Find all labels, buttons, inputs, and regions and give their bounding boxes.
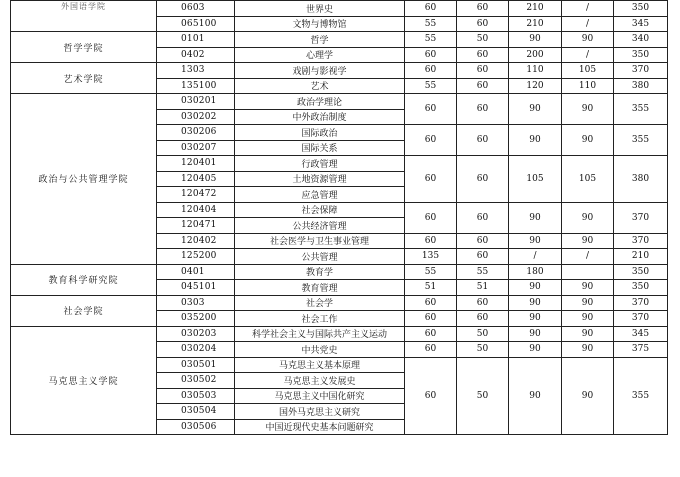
score-total: 370 [614, 311, 668, 327]
score-total: 345 [614, 16, 668, 32]
score-politics: 51 [405, 280, 457, 296]
score-total: 355 [614, 357, 668, 435]
major-code: 120471 [157, 218, 235, 234]
score-foreign: 60 [457, 1, 509, 17]
major-code: 0401 [157, 264, 235, 280]
table-row [11, 94, 668, 110]
major-code: 1303 [157, 63, 235, 79]
score-politics: 60 [405, 357, 457, 435]
score-subject1: 210 [509, 16, 562, 32]
major-code: 120404 [157, 202, 235, 218]
score-total: 350 [614, 1, 668, 17]
score-subject1: 90 [509, 202, 562, 233]
score-foreign: 50 [457, 326, 509, 342]
major-name: 行政管理 [235, 156, 405, 172]
score-politics: 60 [405, 63, 457, 79]
major-name: 公共经济管理 [235, 218, 405, 234]
major-code: 0603 [157, 1, 235, 17]
score-politics: 60 [405, 156, 457, 203]
major-code: 120402 [157, 233, 235, 249]
score-foreign: 60 [457, 63, 509, 79]
score-foreign: 60 [457, 295, 509, 311]
score-subject1: 90 [509, 326, 562, 342]
major-name: 科学社会主义与国际共产主义运动 [235, 326, 405, 342]
score-subject2: / [562, 16, 614, 32]
major-name: 社会学 [235, 295, 405, 311]
score-subject2: 90 [562, 357, 614, 435]
major-name: 中共党史 [235, 342, 405, 358]
major-name: 心理学 [235, 47, 405, 63]
score-total: 380 [614, 156, 668, 203]
score-subject2: 90 [562, 125, 614, 156]
major-name: 世界史 [235, 1, 405, 17]
score-subject1: 110 [509, 63, 562, 79]
major-name: 国外马克思主义研究 [235, 404, 405, 420]
score-subject2: 105 [562, 156, 614, 203]
table-row [11, 63, 668, 79]
score-foreign: 60 [457, 249, 509, 265]
major-name: 文物与博物馆 [235, 16, 405, 32]
score-foreign: 50 [457, 357, 509, 435]
major-name: 政治学理论 [235, 94, 405, 110]
score-total: 210 [614, 249, 668, 265]
score-foreign: 60 [457, 16, 509, 32]
score-subject1: 210 [509, 1, 562, 17]
score-subject1: 90 [509, 280, 562, 296]
major-code: 035200 [157, 311, 235, 327]
major-name: 社会医学与卫生事业管理 [235, 233, 405, 249]
score-subject1: 180 [509, 264, 562, 280]
table-row [11, 1, 668, 17]
major-code: 065100 [157, 16, 235, 32]
score-subject2: 90 [562, 202, 614, 233]
score-politics: 60 [405, 233, 457, 249]
score-foreign: 51 [457, 280, 509, 296]
score-subject2: / [562, 249, 614, 265]
major-code: 030202 [157, 109, 235, 125]
score-subject1: 90 [509, 342, 562, 358]
score-politics: 60 [405, 295, 457, 311]
college-cell: 社会学院 [11, 295, 157, 326]
major-code: 0101 [157, 32, 235, 48]
score-subject2: 90 [562, 342, 614, 358]
score-foreign: 60 [457, 94, 509, 125]
college-cell: 艺术学院 [11, 63, 157, 94]
college-cell: 哲学学院 [11, 32, 157, 63]
major-code: 135100 [157, 78, 235, 94]
major-code: 120401 [157, 156, 235, 172]
score-politics: 60 [405, 311, 457, 327]
score-subject2: 90 [562, 311, 614, 327]
table-row [11, 326, 668, 342]
score-foreign: 60 [457, 47, 509, 63]
score-subject1: 90 [509, 233, 562, 249]
score-subject1: 200 [509, 47, 562, 63]
score-politics: 60 [405, 125, 457, 156]
table-row [11, 295, 668, 311]
score-total: 350 [614, 280, 668, 296]
table-row [11, 264, 668, 280]
score-subject1: 105 [509, 156, 562, 203]
score-subject1: / [509, 249, 562, 265]
score-foreign: 60 [457, 156, 509, 203]
major-code: 030203 [157, 326, 235, 342]
score-total: 370 [614, 63, 668, 79]
major-name: 戏剧与影视学 [235, 63, 405, 79]
score-total: 340 [614, 32, 668, 48]
score-politics: 55 [405, 78, 457, 94]
score-politics: 55 [405, 264, 457, 280]
major-code: 0402 [157, 47, 235, 63]
major-name: 土地资源管理 [235, 171, 405, 187]
score-foreign: 50 [457, 342, 509, 358]
score-total: 380 [614, 78, 668, 94]
score-subject2: 90 [562, 32, 614, 48]
major-name: 马克思主义基本原理 [235, 357, 405, 373]
score-politics: 60 [405, 202, 457, 233]
score-politics: 55 [405, 32, 457, 48]
score-subject1: 90 [509, 125, 562, 156]
major-name: 中外政治制度 [235, 109, 405, 125]
score-table [10, 0, 668, 435]
major-code: 0303 [157, 295, 235, 311]
score-politics: 60 [405, 1, 457, 17]
score-subject2: / [562, 1, 614, 17]
major-name: 国际关系 [235, 140, 405, 156]
score-foreign: 60 [457, 78, 509, 94]
score-total: 370 [614, 295, 668, 311]
table-row [11, 32, 668, 48]
score-total: 350 [614, 47, 668, 63]
score-subject2: 90 [562, 295, 614, 311]
score-politics: 135 [405, 249, 457, 265]
major-name: 公共管理 [235, 249, 405, 265]
major-code: 030501 [157, 357, 235, 373]
score-total: 350 [614, 264, 668, 280]
major-code: 030201 [157, 94, 235, 110]
major-code: 030206 [157, 125, 235, 141]
major-code: 030207 [157, 140, 235, 156]
major-name: 国际政治 [235, 125, 405, 141]
score-politics: 60 [405, 94, 457, 125]
score-subject1: 90 [509, 94, 562, 125]
major-name: 教育管理 [235, 280, 405, 296]
score-total: 370 [614, 233, 668, 249]
score-politics: 55 [405, 16, 457, 32]
score-foreign: 50 [457, 32, 509, 48]
score-total: 355 [614, 125, 668, 156]
score-subject1: 90 [509, 311, 562, 327]
college-cell: 马克思主义学院 [11, 326, 157, 435]
college-cell: 政治与公共管理学院 [11, 94, 157, 265]
major-code: 030506 [157, 419, 235, 435]
major-name: 艺术 [235, 78, 405, 94]
major-name: 马克思主义发展史 [235, 373, 405, 389]
score-subject2 [562, 264, 614, 280]
major-name: 教育学 [235, 264, 405, 280]
major-name: 社会保障 [235, 202, 405, 218]
score-subject2: 90 [562, 94, 614, 125]
major-code: 030502 [157, 373, 235, 389]
major-code: 120472 [157, 187, 235, 203]
major-code: 030204 [157, 342, 235, 358]
score-politics: 60 [405, 342, 457, 358]
score-subject2: 90 [562, 233, 614, 249]
score-politics: 60 [405, 47, 457, 63]
score-total: 375 [614, 342, 668, 358]
score-subject1: 90 [509, 295, 562, 311]
score-subject2: 90 [562, 326, 614, 342]
college-cell: 外国语学院 [11, 1, 157, 32]
score-subject1: 90 [509, 357, 562, 435]
major-name: 马克思主义中国化研究 [235, 388, 405, 404]
score-politics: 60 [405, 326, 457, 342]
major-name: 哲学 [235, 32, 405, 48]
score-total: 345 [614, 326, 668, 342]
score-foreign: 60 [457, 311, 509, 327]
major-name: 应急管理 [235, 187, 405, 203]
major-name: 中国近现代史基本问题研究 [235, 419, 405, 435]
college-cell: 教育科学研究院 [11, 264, 157, 295]
score-subject2: / [562, 47, 614, 63]
score-subject2: 105 [562, 63, 614, 79]
score-foreign: 60 [457, 125, 509, 156]
score-subject1: 90 [509, 32, 562, 48]
major-name: 社会工作 [235, 311, 405, 327]
score-subject2: 90 [562, 280, 614, 296]
major-code: 030503 [157, 388, 235, 404]
major-code: 030504 [157, 404, 235, 420]
major-code: 045101 [157, 280, 235, 296]
score-foreign: 60 [457, 233, 509, 249]
score-foreign: 55 [457, 264, 509, 280]
score-subject1: 120 [509, 78, 562, 94]
score-total: 355 [614, 94, 668, 125]
score-subject2: 110 [562, 78, 614, 94]
major-code: 120405 [157, 171, 235, 187]
major-code: 125200 [157, 249, 235, 265]
score-foreign: 60 [457, 202, 509, 233]
score-total: 370 [614, 202, 668, 233]
